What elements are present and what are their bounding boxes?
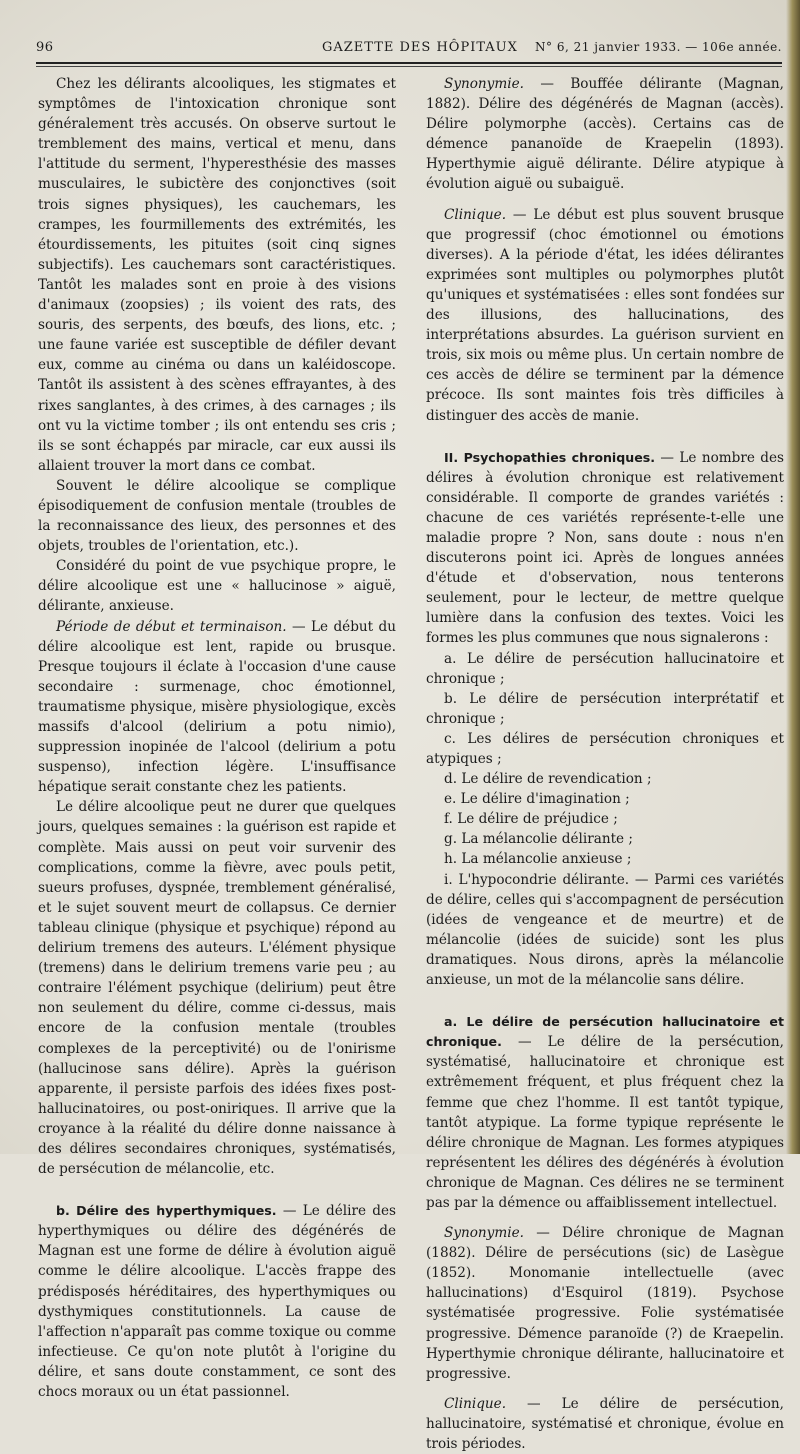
header-rule-thick (36, 62, 782, 64)
paragraph: Chez les délirants alcooliques, les stigmates et symptômes de l'intoxication chronique sont généralement très accusés. On observe surtout le tremblement des mains, vertical et menu, dans l'attitude du serment, l'hyperesthésie des masses musculaires, le subictère des conjonctives (soit trois signes physiques), les cauchemars, les crampes, les fourmillements des extrémités, les étourdissements, les pituites (soit cinq signes subjectifs). Les cauchemars sont caractéristiques. Tantôt les malades sont en proie à des visions d'animaux (zoopsies) ; ils voient des rats, des souris, des serpents, des bœufs, des lions, etc. ; une faune variée est susceptible de défiler devant eux, comme au cinéma ou dans un kaléidoscope. Tantôt ils assistent à des scènes effrayantes, à des rixes sanglantes, à des crimes, à des carnages ; ils ont vu la victime tomber ; ils ont entendu ses cris ; ils se sont échappés par miracle, car eux aussi ils allaient trouver la mort dans ce combat. (38, 76, 396, 474)
paragraph: Souvent le délire alcoolique se complique épisodiquement de confusion mentale (troubles de la reconnaissance des lieux, des personnes et des objets, troubles de l'orientation, etc.). (38, 477, 396, 555)
list-item: h. La mélancolie anxieuse ; (444, 851, 632, 868)
paragraph: Synonymie. — Délire chronique de Magnan (1882). Délire de persécutions (sic) de Lasègue (1852). Monomanie intellectuelle (avec hallucinations) d'Esquirol (1819). Psychose systématisée progressive. Folie systématisée progressive. Démence paranoïde (?) de Kraepelin. Hyperthymie chronique délirante, hallucinatoire et progressive. (426, 1225, 784, 1382)
section-paragraph: II. Psychopathies chroniques. — Le nombre des délires à évolution chronique est relativement considérable. Il comporte de grandes variétés : chacune de ces variétés représente-t-elle une maladie propre ? Non, sans doute : nous n'en discuterons point ici. Après de longues années d'étude et d'observation, nous tenterons seulement, pour le lecteur, de mettre quelque lumière dans la confusion des textes. Voici les formes les plus communes que nous signalerons : (426, 449, 785, 647)
paragraph-lead: Période de début et terminaison. (56, 618, 287, 635)
list-item: f. Le délire de préjudice ; (444, 811, 618, 828)
journal-title: GAZETTE DES HÔPITAUX (322, 40, 518, 55)
right-column (426, 74, 784, 1454)
section-paragraph: a. Le délire de persécution hallucinatoire et chronique. — Le délire de la persécution, systématisé, hallucinatoire et chronique est extrêmement fréquent, et plus fréquent chez la femme que chez l'homme. Il est tantôt typique, tantôt atypique. La forme typique représente le délire chronique de Magnan. Les formes atypiques représentent les délires des dégénérés à évolution chronique de Magnan. Ces délires ne se terminent pas par la démence ou affaiblissement intellectuel. (426, 1014, 784, 1211)
paragraph-lead: Clinique. (444, 206, 507, 223)
list-item: a. Le délire de persécution hallucinatoire et chronique ; (426, 650, 784, 687)
paragraph: Période de début et terminaison. — Le début du délire alcoolique est lent, rapide ou brusque. Presque toujours il éclate à l'occasion d'une cause secondaire : surmenage, choc émotionnel, traumatisme physique, misère physiologique, excès massifs d'alcool (delirium a potu nimio), suppression inopinée de l'alcool (delirium a potu suspenso), infection légère. L'insuffisance hépatique serait constante chez les patients. (38, 618, 397, 796)
paragraph: Clinique. — Le début est plus souvent brusque que progressif (choc émotionnel ou émotions diverses). A la période d'état, les idées délirantes exprimées sont multiples ou polymorphes plutôt qu'uniques et systématisées : elles sont fondées sur des illusions, des hallucinations, des interprétations absurdes. La guérison survient en trois, six mois ou même plus. Un certain nombre de ces accès de délire se terminent par la démence précoce. Ils sont maintes fois très difficiles à distinguer des accès de manie. (426, 206, 784, 424)
section-paragraph: b. Délire des hyperthymiques. — Le délire des hyperthymiques ou délire des dégénérés de Magnan est une forme de délire à évolution aiguë comme le délire alcoolique. L'accès frappe des prédisposés héréditaires, des hyperthymiques ou dysthymiques constitutionnels. La cause de l'affection n'apparaît pas comme toxique ou comme infectieuse. Ce qu'on note plutôt à l'origine du délire, et sans doute constamment, ce sont des chocs moraux ou un état passionnel. (38, 1203, 396, 1400)
section-heading: II. Psychopathies chroniques. (444, 449, 656, 465)
paragraph-lead: Synonymie. (444, 76, 524, 92)
page-header (36, 36, 782, 60)
list-item: d. Le délire de revendication ; (444, 771, 652, 788)
header-rule-thin (36, 66, 782, 67)
list-item: c. Les délires de persécution chroniques et atypiques ; (426, 730, 784, 767)
paragraph: Synonymie. — Bouffée délirante (Magnan, 1882). Délire des dégénérés de Magnan (accès). Délire polymorphe (accès). Certains cas de démence pananoïde de Kraepelin (1893). Hyperthymie aiguë délirante. Délire atypique à évolution aiguë ou subaiguë. (426, 76, 784, 193)
paragraph: Clinique. — Le délire de persécution, hallucinatoire, systématisé et chronique, évolue en trois périodes. (426, 1395, 784, 1452)
list-item: i. L'hypocondrie délirante. — Parmi ces variétés de délire, celles qui s'accompagnent de persécution (idées de vengeance et de meurtre) et de mélancolie (idées de suicide) sont les plus dramatiques. Nous dirons, après la mélancolie anxieuse, un mot de la mélancolie sans délire. (426, 871, 784, 989)
list-item: b. Le délire de persécution interprétatif et chronique ; (426, 690, 784, 727)
section-heading: b. Délire des hyperthymiques. (56, 1203, 277, 1219)
paragraph: Considéré du point de vue psychique propre, le délire alcoolique est une « hallucinose » aiguë, délirante, anxieuse. (38, 558, 396, 615)
list-item: g. La mélancolie délirante ; (444, 831, 634, 848)
paragraph-lead: Synonymie. (444, 1225, 524, 1242)
page-edge-shadow (786, 0, 800, 1154)
paragraph-lead: Clinique. (444, 1395, 507, 1412)
section-heading: a. Le délire de persécution hallucinatoire et chronique. (426, 1014, 784, 1050)
list-item: e. Le délire d'imagination ; (444, 791, 630, 808)
paragraph: Le délire alcoolique peut ne durer que quelques jours, quelques semaines : la guérison est rapide et complète. Mais aussi on peut voir survenir des complications, comme la fièvre, avec pouls petit, sueurs profuses, dyspnée, tremblement généralisé, et le sujet souvent meurt de collapsus. Ce dernier tableau clinique (physique et psychique) répond au delirium tremens des auteurs. L'élément physique (tremens) dans le delirium tremens varie peu ; au contraire l'élément psychique (delirium) peut être non seulement du délire, comme ci-dessus, mais encore de la confusion mentale (troubles complexes de la perceptivité) ou de l'onirisme (hallucinose sans délire). Après la guérison apparente, il persiste parfois des idées fixes post-hallucinatoires, ou post-oniriques. Il arrive que la croyance à la réalité du délire donne naissance à des délires secondaires chroniques, systématisés, de persécution de mélancolie, etc. (38, 799, 396, 1178)
page-number: 96 (36, 40, 54, 55)
left-column (38, 74, 396, 1402)
issue-info: N° 6, 21 janvier 1933. — 106e année. (535, 40, 782, 54)
